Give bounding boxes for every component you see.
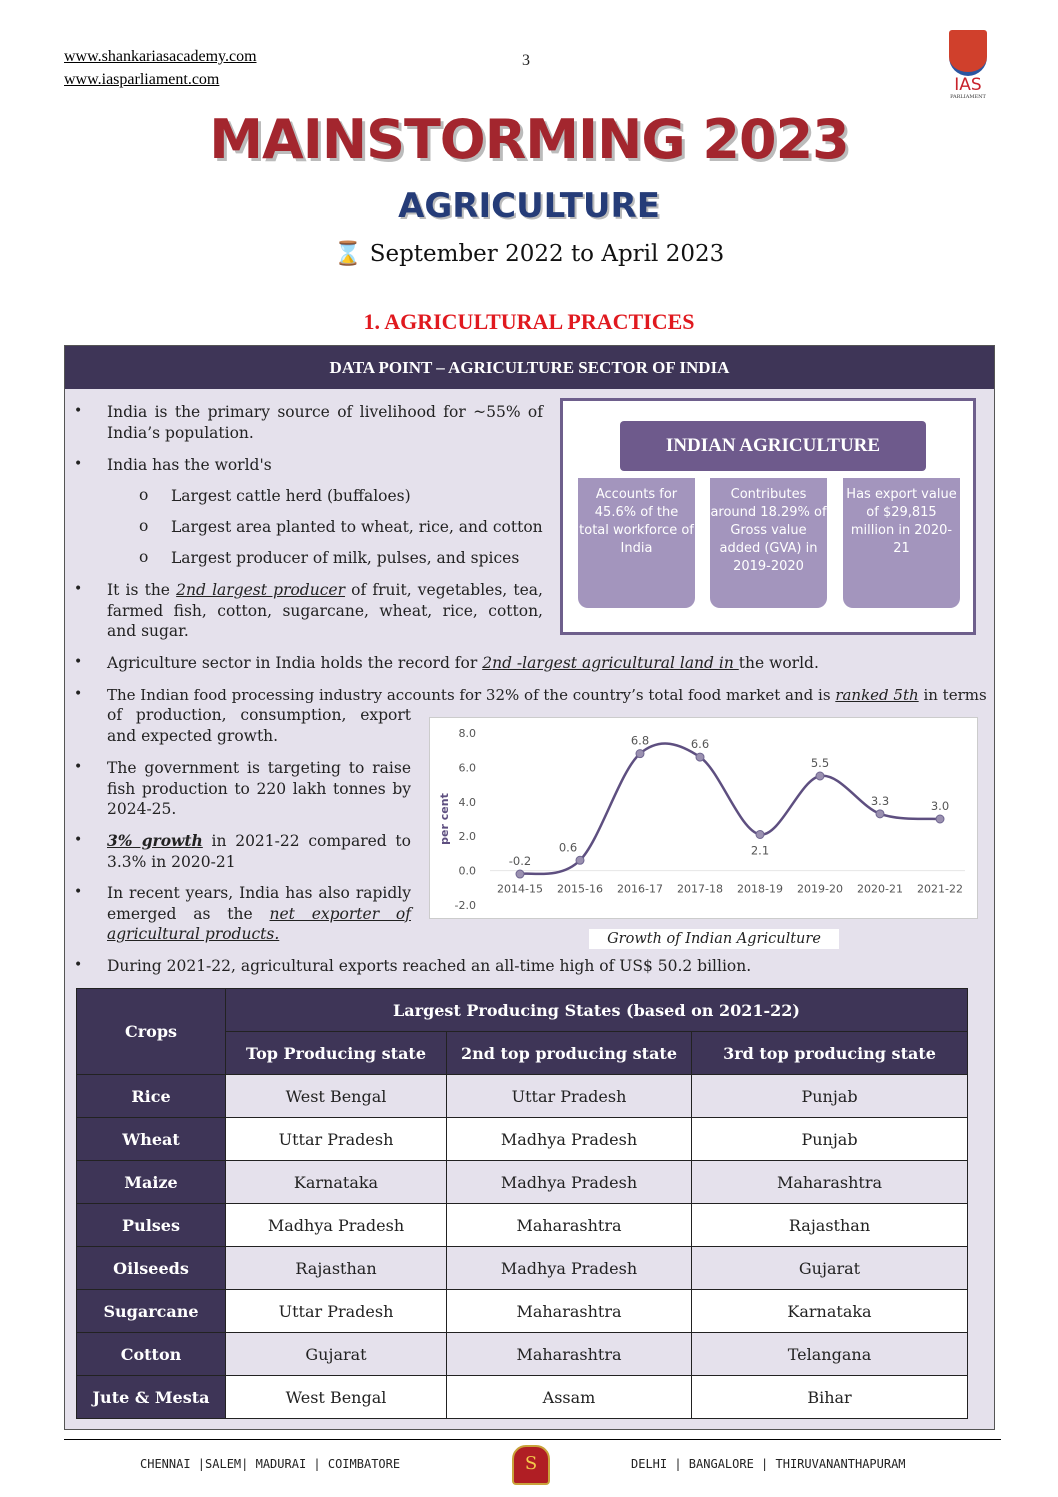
bullet-text: In recent years, India has also rapidly emerged as the net exporter of agricultural products. <box>107 884 411 943</box>
bullet-text-continued: of production, consumption, export and expected growth. <box>107 706 411 745</box>
bullet-icon: • <box>74 403 83 419</box>
state-cell: Madhya Pradesh <box>447 1247 692 1290</box>
emphasis: 2nd largest producer <box>176 581 345 599</box>
data-point <box>876 810 884 818</box>
crop-cell: Maize <box>77 1161 226 1204</box>
data-point <box>696 753 704 761</box>
bullet-text: It is the 2nd largest producer of fruit, vegetables, tea, farmed fish, cotton, sugarcane, wheat, rice, cotton, and sugar. <box>107 581 543 640</box>
sub-bullet-text: Largest producer of milk, pulses, and spices <box>171 549 520 567</box>
x-tick-label: 2019-20 <box>797 882 843 896</box>
state-cell: West Bengal <box>226 1075 447 1118</box>
table-row <box>77 1333 968 1376</box>
crop-cell: Wheat <box>77 1118 226 1161</box>
state-cell: Assam <box>447 1376 692 1419</box>
data-point-heading: DATA POINT – AGRICULTURE SECTOR OF INDIA <box>65 346 994 389</box>
period-text: September 2022 to April 2023 <box>369 241 725 267</box>
crop-cell: Jute & Mesta <box>77 1376 226 1419</box>
bullet-text: 3% growth in 2021-22 compared to 3.3% in 2020-21 <box>107 831 411 871</box>
state-cell: Rajasthan <box>226 1247 447 1290</box>
x-tick-label: 2020-21 <box>857 882 903 896</box>
table-row <box>77 1290 968 1333</box>
footer-logo: S <box>512 1445 550 1485</box>
state-cell: Karnataka <box>226 1161 447 1204</box>
growth-chart-svg <box>430 718 977 918</box>
indian-agriculture-infographic <box>560 398 976 635</box>
y-tick-label: -2.0 <box>454 899 476 912</box>
logo-subtext: PARLIAMENT <box>950 94 986 100</box>
sub-bullet-text: Largest cattle herd (buffaloes) <box>171 487 411 505</box>
data-label: 5.5 <box>810 756 830 770</box>
table-row <box>77 1247 968 1290</box>
data-label: 6.6 <box>690 737 710 752</box>
data-label: 6.8 <box>630 733 650 748</box>
period-line <box>0 240 1058 267</box>
data-point <box>576 856 584 864</box>
state-cell: Karnataka <box>692 1290 968 1333</box>
producing-states-table <box>76 988 968 1419</box>
data-point <box>516 870 524 878</box>
footer-divider <box>64 1439 1001 1440</box>
state-cell: Uttar Pradesh <box>447 1075 692 1118</box>
x-tick-label: 2018-19 <box>737 882 783 896</box>
sub-bullet-text: Largest area planted to wheat, rice, and cotton <box>171 518 543 536</box>
bullet-icon: • <box>74 456 83 472</box>
infographic-card-gva: Contributes around 18.29% of Gross value added (GVA) in 2019-2020 <box>710 478 827 608</box>
state-cell: Madhya Pradesh <box>447 1161 692 1204</box>
table-row <box>77 1376 968 1419</box>
crop-cell: Sugarcane <box>77 1290 226 1333</box>
data-point-box <box>64 345 995 1430</box>
x-tick-label: 2021-22 <box>917 882 963 896</box>
logo-text: IAS <box>954 75 982 95</box>
state-cell: Maharashtra <box>447 1204 692 1247</box>
state-cell: Uttar Pradesh <box>226 1118 447 1161</box>
data-point <box>636 750 644 758</box>
state-cell: Maharashtra <box>692 1161 968 1204</box>
data-label: 3.3 <box>870 793 890 808</box>
state-cell: Bihar <box>692 1376 968 1419</box>
infographic-title: INDIAN AGRICULTURE <box>620 421 926 471</box>
bullet-text: The Indian food processing industry accounts for 32% of the country’s total food market and is ranked 5th in terms <box>107 686 987 704</box>
section-heading: 1. AGRICULTURAL PRACTICES <box>363 309 695 334</box>
shankarias-link[interactable]: www.shankariasacademy.com <box>64 48 257 65</box>
sub-bullet-icon: o <box>139 486 149 504</box>
state-cell: Maharashtra <box>447 1290 692 1333</box>
state-cell: Gujarat <box>692 1247 968 1290</box>
sub-bullet-icon: o <box>139 548 149 566</box>
table-row <box>77 1075 968 1118</box>
chart-caption: Growth of Indian Agriculture <box>589 929 839 949</box>
col-header-2nd: 2nd top producing state <box>447 1032 692 1075</box>
x-tick-label: 2014-15 <box>497 882 543 896</box>
y-tick-label: 4.0 <box>458 795 476 809</box>
bullet-icon: • <box>74 884 83 900</box>
bullet-icon: • <box>74 654 83 670</box>
growth-chart <box>429 717 978 919</box>
bullet-icon: • <box>74 832 83 848</box>
sub-bullet-icon: o <box>139 517 149 535</box>
footer-left-cities: CHENNAI |SALEM| MADURAI | COIMBATORE <box>140 1457 401 1471</box>
state-cell: Punjab <box>692 1075 968 1118</box>
bullet-text: During 2021-22, agricultural exports reached an all-time high of US$ 50.2 billion. <box>107 957 752 975</box>
x-tick-label: 2016-17 <box>617 882 663 896</box>
bullet-icon: • <box>74 686 83 702</box>
crop-cell: Pulses <box>77 1204 226 1247</box>
page-title: MAINSTORMING 2023 <box>209 108 849 171</box>
table-row <box>77 1118 968 1161</box>
x-tick-label: 2015-16 <box>557 882 603 896</box>
bullet-icon: • <box>74 957 83 973</box>
state-cell: Punjab <box>692 1118 968 1161</box>
series-line <box>520 744 940 875</box>
y-tick-label: 6.0 <box>458 761 476 775</box>
footer-right-cities: DELHI | BANGALORE | THIRUVANANTHAPURAM <box>631 1457 906 1471</box>
state-cell: Maharashtra <box>447 1333 692 1376</box>
data-label: 0.6 <box>558 840 578 855</box>
infographic-card-workforce: Accounts for 45.6% of the total workforce of India <box>578 478 695 608</box>
data-label: -0.2 <box>508 854 532 869</box>
state-cell: Telangana <box>692 1333 968 1376</box>
y-tick-label: 2.0 <box>458 830 476 844</box>
state-cell: Uttar Pradesh <box>226 1290 447 1333</box>
data-label: 2.1 <box>750 843 770 858</box>
table-row <box>77 1204 968 1247</box>
bullet-text: The government is targeting to raise fish production to 220 lakh tonnes by 2024-25. <box>107 759 411 818</box>
state-cell: Rajasthan <box>692 1204 968 1247</box>
x-tick-label: 2017-18 <box>677 882 723 896</box>
y-tick-label: 0.0 <box>458 864 476 878</box>
y-axis-label: per cent <box>438 793 451 845</box>
crop-cell: Oilseeds <box>77 1247 226 1290</box>
bullet-icon: • <box>74 581 83 597</box>
infographic-card-export: Has export value of $29,815 million in 2020-21 <box>843 478 960 608</box>
data-point <box>936 815 944 823</box>
table-row <box>77 1161 968 1204</box>
crop-cell: Cotton <box>77 1333 226 1376</box>
data-point <box>756 830 764 838</box>
bullet-icon: • <box>74 759 83 775</box>
data-point <box>816 772 824 780</box>
crop-cell: Rice <box>77 1075 226 1118</box>
data-label: 3.0 <box>930 799 950 813</box>
page-subtitle: AGRICULTURE <box>398 186 660 226</box>
y-tick-label: 8.0 <box>458 727 476 740</box>
state-cell: Madhya Pradesh <box>226 1204 447 1247</box>
bullet-text: India is the primary source of livelihood for ~55% of India’s population. <box>107 403 543 442</box>
page-number: 3 <box>522 52 530 69</box>
hourglass-icon: ⌛ <box>333 241 363 267</box>
shield-icon <box>949 30 987 76</box>
col-header-top: Top Producing state <box>226 1032 447 1075</box>
state-cell: Madhya Pradesh <box>447 1118 692 1161</box>
state-cell: West Bengal <box>226 1376 447 1419</box>
crops-header: Crops <box>77 989 226 1075</box>
bullet-text: Agriculture sector in India holds the record for 2nd -largest agricultural land in the world. <box>107 654 819 672</box>
bullet-text: India has the world's <box>107 456 272 474</box>
iasparliament-link[interactable]: www.iasparliament.com <box>64 71 220 88</box>
state-cell: Gujarat <box>226 1333 447 1376</box>
ias-parliament-logo <box>946 30 990 100</box>
col-header-3rd: 3rd top producing state <box>692 1032 968 1075</box>
group-header: Largest Producing States (based on 2021-22) <box>226 989 968 1032</box>
